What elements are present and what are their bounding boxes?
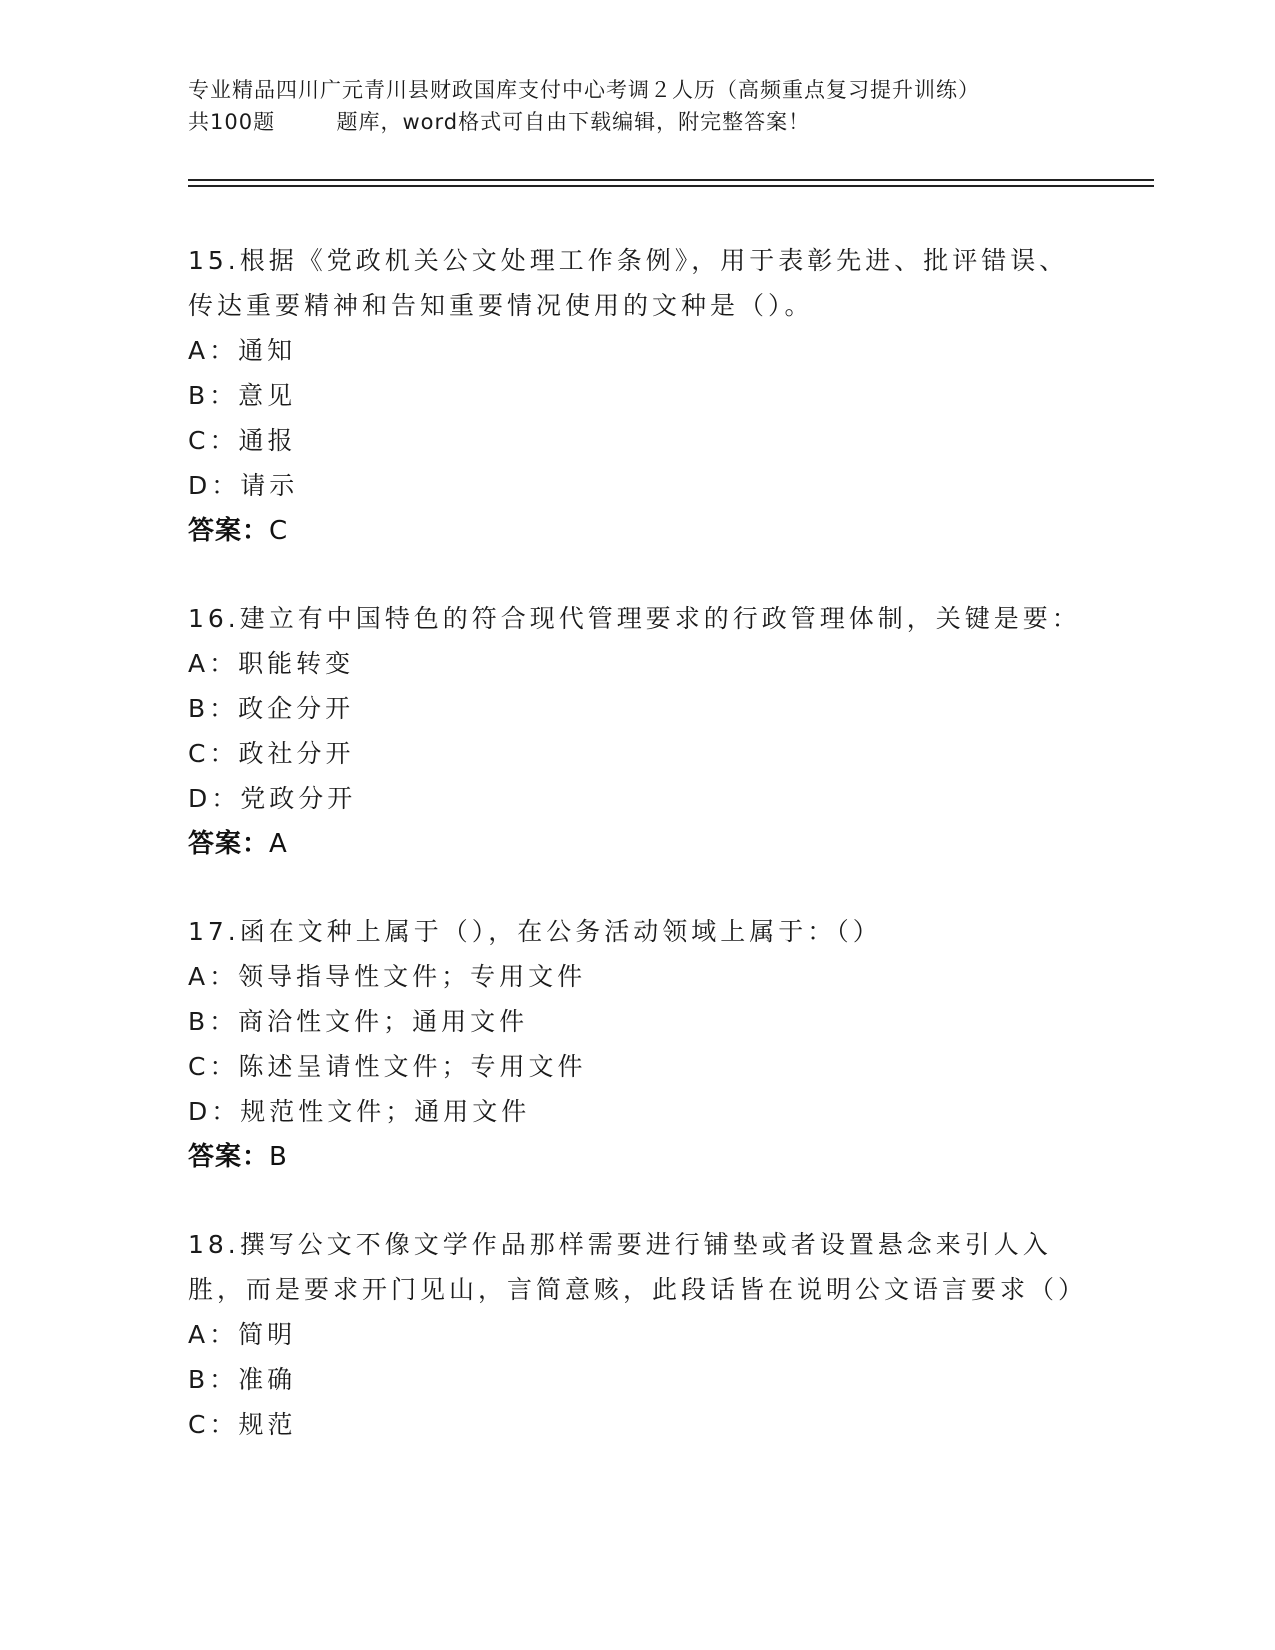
option-b: B：政企分开 <box>188 694 355 723</box>
question-stem: 18.撰写公文不像文学作品那样需要进行铺垫或者设置悬念来引人入胜，而是要求开门见山，言简意赅，此段话皆在说明公文语言要求（） <box>188 1230 1088 1304</box>
option-b: B：准确 <box>188 1365 297 1394</box>
answer-label: 答案： <box>188 1142 270 1172</box>
header-title-line: 专业精品四川广元青川县财政国库支付中心考调２人历（高频重点复习提升训练） <box>188 78 980 102</box>
option-c: C：政社分开 <box>188 739 355 768</box>
answer-line <box>188 508 1088 554</box>
option-a: A：通知 <box>188 336 297 365</box>
option-a: A：领导指导性文件；专用文件 <box>188 962 587 991</box>
question-16 <box>188 596 1088 867</box>
option-b: B：商洽性文件；通用文件 <box>188 1007 529 1036</box>
answer-value: A <box>269 829 288 859</box>
question-stem: 16.建立有中国特色的符合现代管理要求的行政管理体制，关键是要： <box>188 604 1081 633</box>
header-subtitle-line: 共100题 题库，word格式可自由下载编辑，附完整答案！ <box>188 110 811 134</box>
question-15 <box>188 238 1088 554</box>
question-18 <box>188 1222 1088 1447</box>
answer-line <box>188 1134 1088 1180</box>
option-a: A：简明 <box>188 1320 297 1349</box>
question-stem: 15.根据《党政机关公文处理工作条例》，用于表彰先进、批评错误、传达重要精神和告知重要情况使用的文种是（）。 <box>188 246 1069 320</box>
question-list <box>188 238 1088 1489</box>
document-header <box>188 74 1108 138</box>
option-b: B：意见 <box>188 381 297 410</box>
option-c: C：陈述呈请性文件；专用文件 <box>188 1052 587 1081</box>
answer-value: B <box>269 1142 288 1172</box>
option-d: D：请示 <box>188 471 299 500</box>
option-c: C：通报 <box>188 426 297 455</box>
option-d: D：规范性文件；通用文件 <box>188 1097 531 1126</box>
header-rule-bottom <box>188 185 1154 187</box>
answer-value: C <box>269 516 289 546</box>
question-17 <box>188 909 1088 1180</box>
answer-label: 答案： <box>188 829 270 859</box>
option-d: D：党政分开 <box>188 784 357 813</box>
answer-line <box>188 821 1088 867</box>
answer-label: 答案： <box>188 516 270 546</box>
option-c: C：规范 <box>188 1410 297 1439</box>
header-rule-top <box>188 179 1154 181</box>
question-stem: 17.函在文种上属于（），在公务活动领域上属于：（） <box>188 917 882 946</box>
option-a: A：职能转变 <box>188 649 355 678</box>
